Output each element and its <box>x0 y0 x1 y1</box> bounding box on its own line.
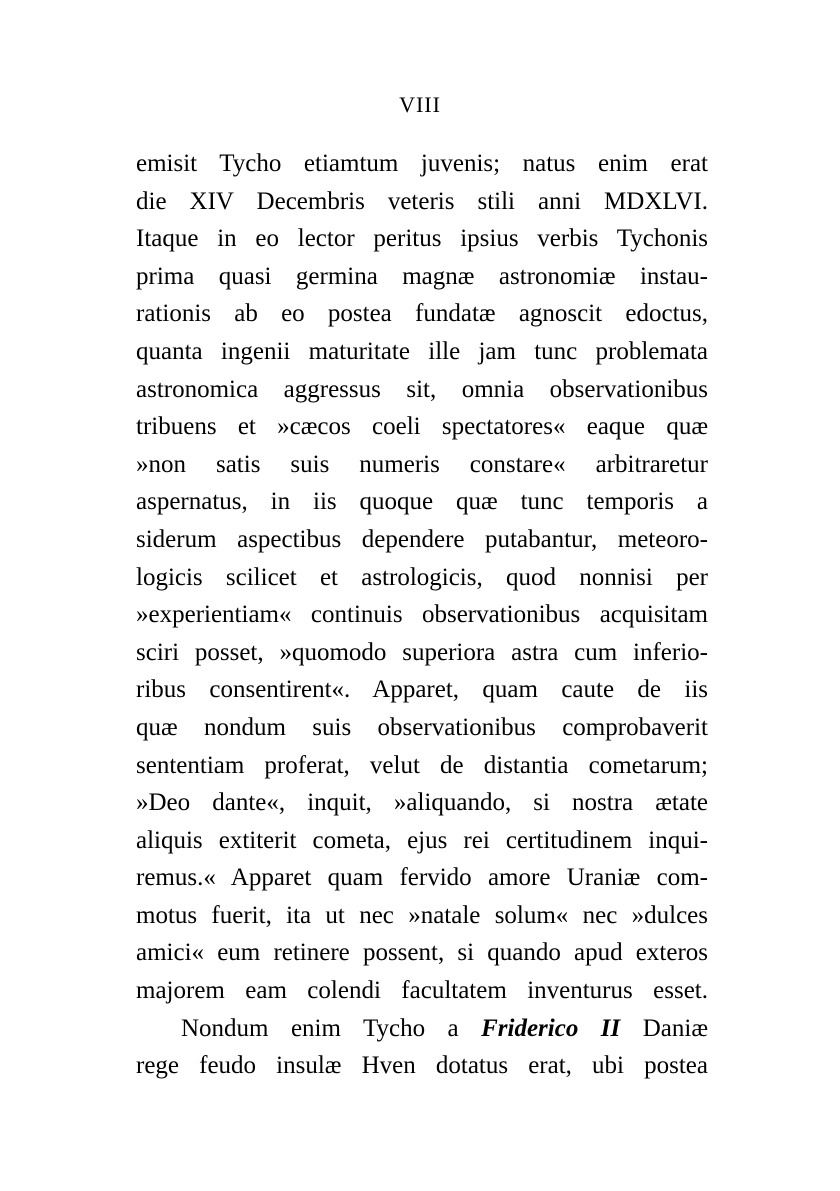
text-line: logicis scilicet et astrologicis, quod nonnisi per <box>136 563 708 591</box>
text-segment: Daniæ <box>642 1014 708 1042</box>
text-line: aspernatus, in iis quoque quæ tunc temporis a <box>136 488 708 516</box>
text-line: siderum aspectibus dependere putabantur, meteoro- <box>136 525 708 553</box>
text-line: motus fuerit, ita ut nec »natale solum« nec »dulces <box>136 901 708 929</box>
text-line: rege feudo insulæ Hven dotatus erat, ubi postea <box>136 1052 708 1080</box>
text-line: rationis ab eo postea fundatæ agnoscit edoctus, <box>136 300 708 328</box>
text-line: amici« eum retinere possent, si quando apud exteros <box>136 939 708 967</box>
text-line: prima quasi germina magnæ astronomiæ instau- <box>136 262 708 290</box>
text-line: tribuens et »cæcos coeli spectatores« eaque quæ <box>136 413 708 441</box>
text-line: emisit Tycho etiamtum juvenis; natus enim erat <box>136 150 708 177</box>
text-line: »Deo dante«, inquit, »aliquando, si nostra ætate <box>136 789 708 817</box>
italic-name: Friderico II <box>481 1014 621 1042</box>
text-line: quanta ingenii maturitate ille jam tunc problemata <box>136 337 708 365</box>
body-text <box>136 145 708 1085</box>
text-segment: Nondum enim Tycho a <box>181 1014 459 1042</box>
text-line: quæ nondum suis observationibus comprobaverit <box>136 713 708 741</box>
text-line: majorem eam colendi facultatem inventurus esset. <box>136 977 708 1005</box>
page-number: VIII <box>399 92 441 117</box>
text-line: aliquis extiterit cometa, ejus rei certitudinem inqui- <box>136 826 708 854</box>
paragraph-start-line <box>136 1010 708 1048</box>
text-line: astronomica aggressus sit, omnia observationibus <box>136 375 708 403</box>
text-line: »non satis suis numeris constare« arbitraretur <box>136 450 708 478</box>
text-line: die XIV Decembris veteris stili anni MDXLVI. <box>136 187 708 215</box>
text-line: Itaque in eo lector peritus ipsius verbis Tychonis <box>136 225 708 253</box>
text-line: sciri posset, »quomodo superiora astra cum inferio- <box>136 638 708 666</box>
text-line: »experientiam« continuis observationibus acquisitam <box>136 601 708 629</box>
text-line: remus.« Apparet quam fervido amore Uraniæ com- <box>136 864 708 892</box>
text-line: ribus consentirent«. Apparet, quam caute de iis <box>136 676 708 704</box>
text-line: sententiam proferat, velut de distantia cometarum; <box>136 751 708 779</box>
